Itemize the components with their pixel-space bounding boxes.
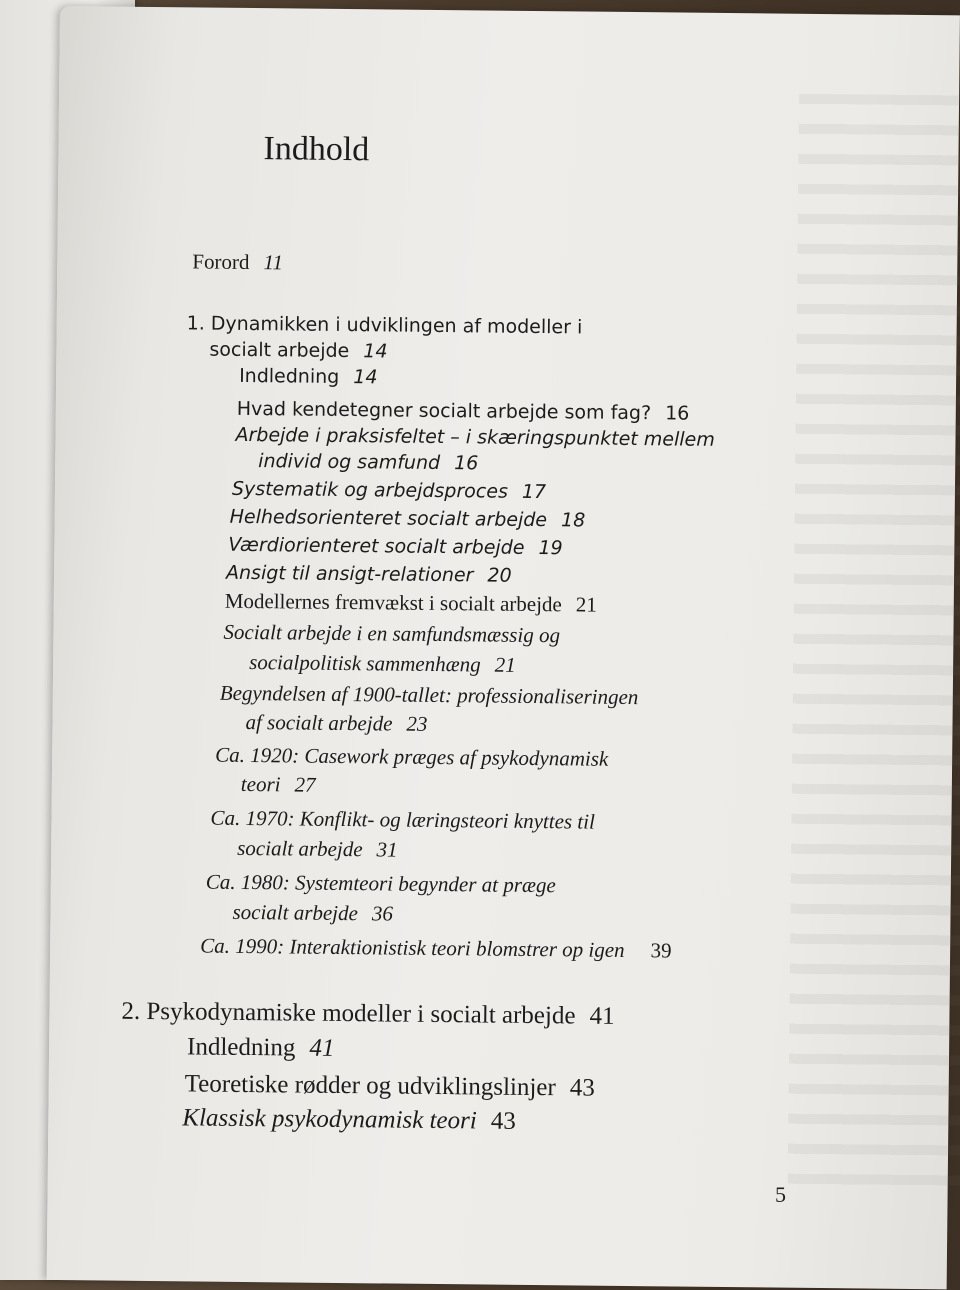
- toc-subsection-1980-line2: socialt arbejde 36: [232, 899, 394, 926]
- toc-section-hvad: Hvad kendetegner socialt arbejde som fag? 16: [236, 397, 690, 425]
- page-number: 5: [775, 1182, 786, 1207]
- toc-subsection-1970-line1: Ca. 1970: Konflikt- og læringsteori knyttes til: [210, 805, 596, 834]
- toc-subsection-ansigt: Ansigt til ansigt-relationer 20: [225, 561, 512, 587]
- toc-chapter-1-line2: socialt arbejde 14: [209, 338, 388, 363]
- toc-section-modellernes: Modellernes fremvækst i socialt arbejde 21: [224, 588, 597, 617]
- toc-entry-forord: [192, 251, 283, 273]
- toc-subsection-praksis-line1: Arbejde i praksisfeltet – i skæringspunktet mellem: [235, 423, 715, 451]
- toc-subsection-praksis-line2: individ og samfund 16: [258, 450, 479, 475]
- toc-subsection-klassisk: Klassisk psykodynamisk teori 43: [182, 1104, 516, 1135]
- toc-label: Forord: [192, 249, 250, 274]
- toc-subsection-1980-line1: Ca. 1980: Systemteori begynder at præge: [205, 869, 556, 898]
- show-through-text: [788, 94, 960, 1196]
- toc-section-indledning: Indledning 14: [239, 364, 378, 389]
- toc-subsection-1970-line2: socialt arbejde 31: [237, 835, 398, 862]
- toc-page: 11: [263, 250, 284, 275]
- book-page: [47, 6, 960, 1289]
- toc-section-teoretiske: Teoretiske rødder og udviklingslinjer 43: [184, 1070, 595, 1102]
- toc-subsection-samfund-line2: socialpolitisk sammenhæng 21: [249, 650, 516, 677]
- toc-subsection-1900-line2: af socialt arbejde 23: [245, 709, 428, 736]
- toc-subsection-systematik: Systematik og arbejdsproces 17: [231, 477, 547, 504]
- toc-chapter-2: 2. Psykodynamiske modeller i socialt arbejde 41: [121, 997, 615, 1030]
- toc-subsection-vaerdi: Værdiorienteret socialt arbejde 19: [228, 533, 563, 560]
- toc-subsection-helhed: Helhedsorienteret socialt arbejde 18: [229, 505, 586, 532]
- toc-subsection-1990: Ca. 1990: Interaktionistisk teori blomstrer op igen 39: [200, 933, 672, 963]
- toc-subsection-samfund-line1: Socialt arbejde i en samfundsmæssig og: [223, 619, 561, 648]
- page-title: Indhold: [263, 130, 370, 169]
- toc-subsection-1920-line1: Ca. 1920: Casework præges af psykodynamisk: [215, 742, 609, 771]
- toc-section-indledning-2: Indledning 41: [186, 1033, 335, 1062]
- toc-subsection-1920-line2: teori 27: [240, 771, 316, 797]
- toc-subsection-1900-line1: Begyndelsen af 1900-tallet: professionaliseringen: [219, 680, 639, 710]
- toc-chapter-1-line1: 1. Dynamikken i udviklingen af modeller i: [186, 312, 583, 339]
